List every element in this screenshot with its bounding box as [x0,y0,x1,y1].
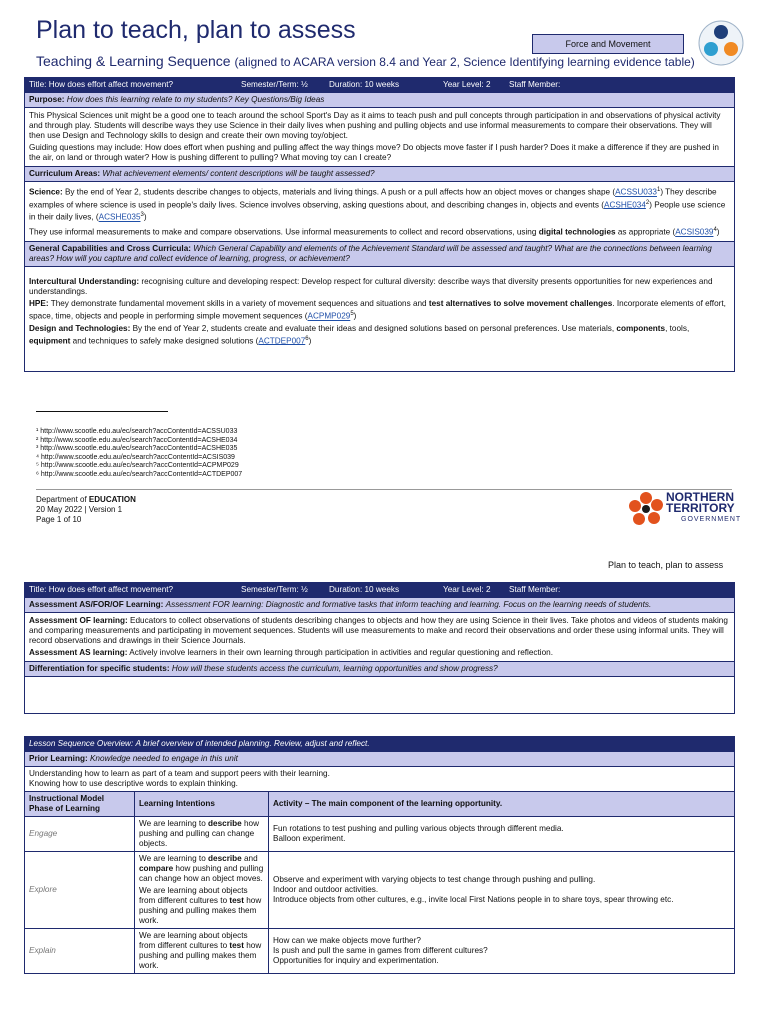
link-acpmp029[interactable]: ACPMP029 [307,311,351,321]
link-acssu033[interactable]: ACSSU033 [615,187,657,197]
nt-government-logo-icon [626,490,666,530]
table-row [25,929,735,974]
footnote-list [36,428,242,480]
footnote[interactable]: ³ http://www.scootle.edu.au/ec/search?accContentId=ACSHE035 [36,445,238,453]
learning-intention: We are learning to describe and compare how pushing and pulling can change how an object moves. We are learning about objects from different cultures to test how pushing and pulling makes them work. [135,852,269,929]
unit-overview-table [24,77,735,372]
prior-learning-body: Understanding how to learn as part of a team and support peers with their learning. Knowing how to use descriptive words to explain thinking. [25,767,735,792]
unit-header-row: Title: How does effort affect movement? Semester/Term: ½ Duration: 10 weeks Year Level: 2 Staff Member: [25,583,735,598]
topic-label: Force and Movement [532,34,684,54]
assessment-table [24,582,735,714]
subtitle-paren: (aligned to ACARA version 8.4 and Year 2, Science Identifying learning evidence table) [234,55,695,69]
assessment-cycle-logo [698,20,744,66]
purpose-heading: Purpose: How does this learning relate to my students? Key Questions/Big Ideas [25,93,735,108]
footnote[interactable]: ¹ http://www.scootle.edu.au/ec/search?accContentId=ACSSU033 [36,428,238,435]
duration: Duration: 10 weeks [329,80,400,89]
unit-header-row [25,78,735,93]
nt-logo-text: NORTHERN TERRITORY [666,490,735,515]
activity: How can we make objects move further? Is push and pull the same in games from different cultures? Opportunities for inquiry and experimentation. [269,929,735,974]
footnote[interactable]: ⁵ http://www.scootle.edu.au/ec/search?accContentId=ACPMP029 [36,462,239,470]
learning-intention: We are learning about objects from different cultures to test how pushing and pulling makes them work. [135,929,269,974]
table-row [25,852,735,929]
link-actdep007[interactable]: ACTDEP007 [258,336,306,346]
subtitle-main: Teaching & Learning Sequence [36,53,231,69]
col-header-activity: Activity – The main component of the learning opportunity. [269,792,735,817]
footnote[interactable]: ⁶ http://www.scootle.edu.au/ec/search?accContentId=ACTDEP007 [36,470,243,478]
learning-intention: We are learning to describe how pushing and pulling can change objects. [135,817,269,852]
assessment-heading: Assessment AS/FOR/OF Learning: Assessment FOR learning: Diagnostic and formative tasks that inform teaching and learning. Focus on the learning needs of students. [25,598,735,613]
phase-explain: Explain [25,929,135,974]
col-header-phase: Instructional Model Phase of Learning [25,792,135,817]
page-subtitle [36,53,695,69]
activity: Observe and experiment with varying objects to test change through pushing and pulling. Indoor and outdoor activities. Introduce objects from other cultures, e.g., invite local First Nations people in to share toys, spear throwing etc. [269,852,735,929]
curriculum-body: Science: By the end of Year 2, students describe changes to objects, materials and living things. A push or a pull affects how an object moves or changes shape $(ACSSU033^1)$ They describe examples of where science is used in people's daily lives. Science involves observing, asking questions about, and describing changes in, objects and events $(ACSHE034^2)$ People use science in their daily lives, $(ACSHE035^3)$ They use informal measurements to make and compare observations. Use informal measurements to collect and record observations, using digital technologies as appropriate $(ACSIS039^4)$ [25,182,735,242]
page-title: Plan to teach, plan to assess [36,16,356,44]
nt-logo-government: GOVERNMENT [681,516,742,523]
unit-title: Title: How does effort affect movement? [29,80,174,89]
staff-member: Staff Member: [509,80,561,89]
footer-department: Department of EDUCATION 20 May 2022 | Version 1 Page 1 of 10 [36,495,136,524]
phase-explore: Explore [25,852,135,929]
col-header-intentions: Learning Intentions [135,792,269,817]
link-acshe034[interactable]: ACSHE034 [604,200,646,210]
prior-learning-heading: Prior Learning: Knowledge needed to engage in this unit [25,752,735,767]
link-acsis039[interactable]: ACSIS039 [675,227,714,237]
general-capabilities-heading: General Capabilities and Cross Curricula: Which General Capability and elements of the Achievement Standard will be assessed and taught? What are the connections between learning areas? How will you capture and collect evidence of learning, progress, or achievement? [25,241,735,266]
year-level: Year Level: 2 [443,80,491,89]
footer-date: 20 May 2022 | Version 1 [36,505,123,514]
activity: Fun rotations to test pushing and pulling various objects through different media. Balloon experiment. [269,817,735,852]
running-header: Plan to teach, plan to assess [608,560,724,570]
link-acshe035[interactable]: ACSHE035 [98,213,141,223]
differentiation-heading: Differentiation for specific students: How will these students access the curriculum, learning opportunities and show progress? [25,662,735,677]
curriculum-heading: Curriculum Areas: What achievement elements/ content descriptions will be taught assessed? [25,167,735,182]
footnote-divider [36,411,168,412]
phase-engage: Engage [25,817,135,852]
footnote[interactable]: ² http://www.scootle.edu.au/ec/search?accContentId=ACSHE034 [36,436,238,444]
purpose-body: This Physical Sciences unit might be a good one to teach around the school Sport's Day as it aims to teach push and pull concepts through participation in and observations of physical activity and through play. Students will describe ways they use Science in their daily lives when pushing and pulling objects and use informal measurements to compare their observations. They will then use Design and Technology skills to design and create their own moving toy/object. Guiding questions may include: How does effort when pushing and pulling affect the way things move? Do objects move faster if I push harder? Does it make a difference if they are pushed in the air, on land or through water? How is pushing different to pulling? What moving toy can I create? [25,108,735,167]
assessment-body: Assessment OF learning: Educators to collect observations of students describing changes to objects and how they are using Science in their lives. Take photos and videos of students making and comparing measurements and participating in movement sequences. Students will use measurements to make and record their observations and order these using informal units. They will record observations and drawings in their Science Journals. Assessment AS learning: Actively involve learners in their own learning through participation in activities and regular questioning and reflection. [25,613,735,662]
page-number: Page 1 of 10 [36,515,82,524]
table-row [25,817,735,852]
lesson-overview-heading: Lesson Sequence Overview: A brief overview of intended planning. Review, adjust and reflect. [25,737,735,752]
differentiation-body [25,677,735,714]
footnote[interactable]: ⁴ http://www.scootle.edu.au/ec/search?accContentId=ACSIS039 [36,453,235,461]
lesson-sequence-table [24,736,735,974]
general-capabilities-body: Intercultural Understanding: recognising culture and developing respect: Develop respect for cultural diversity: describe ways that diversity presents opportunities for new experiences and understandings. HPE: They demonstrate fundamental movement skills in a variety of movement sequences and situations and test alternatives to solve movement challenges. Incorporate elements of effort, space, time, objects and people in performing simple movement sequences $(ACPMP029^5)$ Design and Technologies: By the end of Year 2, students create and evaluate their ideas and designed solutions based on personal preferences. Use materials, components, tools, equipment and techniques to safely make designed solutions $(ACTDEP007^6)$ [25,266,735,371]
semester: Semester/Term: ½ [241,80,308,89]
